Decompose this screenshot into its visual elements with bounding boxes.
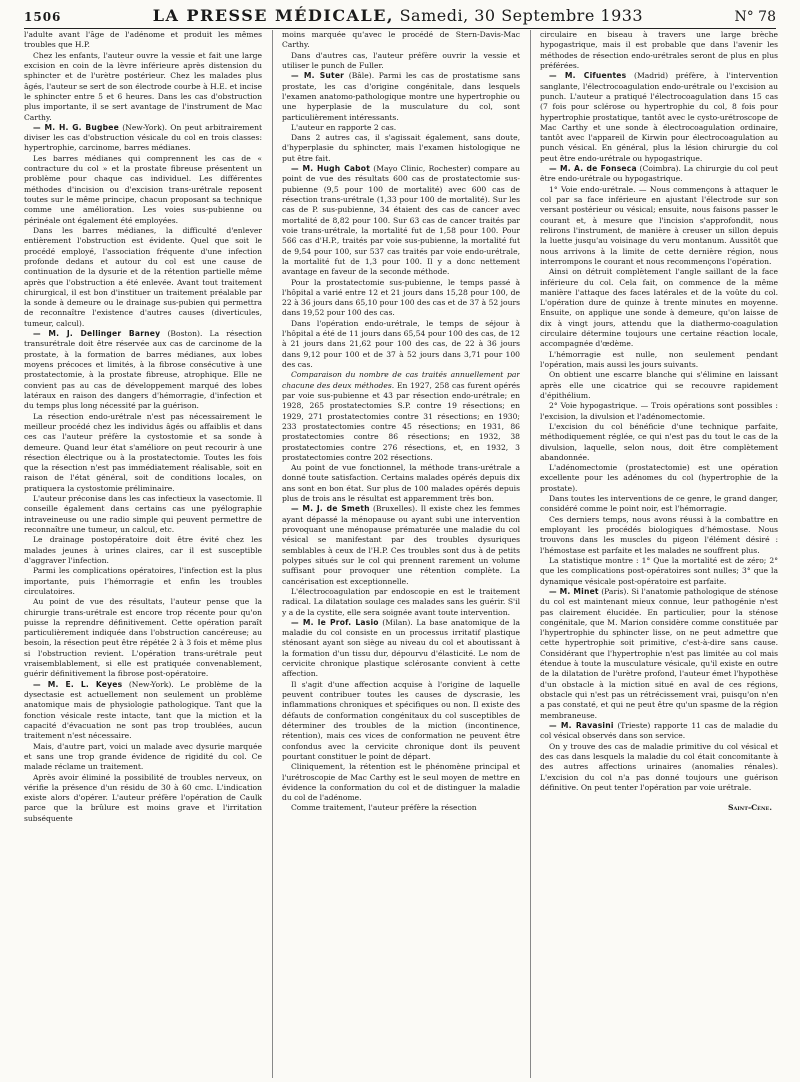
article-paragraph bbox=[24, 412, 262, 495]
article-paragraph bbox=[282, 370, 520, 463]
running-title bbox=[153, 6, 643, 25]
article-paragraph bbox=[282, 278, 520, 319]
paragraph-text: Pour la prostatectomie sus-pubienne, le temps passé à l'hôpital a varié entre 12 et 21 jours dans 15,28 pour 100, de 22 à 36 jours dans 65,10 pour 100 des cas et de 37 à 52 jours dans 19,52 pour 100 des cas. bbox=[282, 277, 520, 318]
text-columns bbox=[24, 30, 778, 1078]
article-paragraph bbox=[24, 329, 262, 412]
article-paragraph bbox=[282, 762, 520, 803]
article-paragraph bbox=[24, 154, 262, 226]
article-paragraph bbox=[24, 30, 262, 51]
paragraph-text: L'adénomectomie (prostatectomie) est une opération excellente pour les adénomes du col (hypertrophie de la prostate). bbox=[540, 463, 778, 493]
paragraph-text: Il s'agit d'une affection acquise à l'origine de laquelle peuvent contribuer toutes les causes de dyscrasie, les inflammations chroniques et spécifiques ou non. Il existe des défauts de conformation congénitaux du col susceptibles de déterminer des troubles de la miction (incontinence, rétention), mais ces vices de conformation ne peuvent être confondus avec la cervicite chronique dont ils peuvent pourtant constituer le point de départ. bbox=[282, 679, 520, 761]
paragraph-text: circulaire en biseau à travers une large brèche hypogastrique, mais il est probable que dans l'avenir les méthodes de résection endo-urétrales seront de plus en plus préférées. bbox=[540, 30, 778, 70]
paragraph-text: (Trieste) rapporte 11 cas de maladie du col vésical observés dans son service. bbox=[540, 720, 778, 741]
speaker-name: — M. Suter bbox=[291, 71, 345, 81]
paragraph-text: Le drainage postopératoire doit être évité chez les malades jeunes à urines claires, car il est susceptible d'aggraver l'infection. bbox=[24, 535, 262, 565]
article-paragraph bbox=[282, 71, 520, 123]
paragraph-text: Mais, d'autre part, voici un malade avec dysurie marquée et sans une trop grande évidence de rigidité du col. Ce malade réclame un traitement. bbox=[24, 741, 262, 772]
paragraph-text: L'auteur préconise dans les cas infectieux la vasectomie. Il conseille également dans certains cas une pyélographie intraveineuse ou une radio simple qui peuvent permettre de reconnaître une tumeur, un calcul, etc. bbox=[24, 494, 262, 534]
paragraph-text: Dans 2 autres cas, il s'agissait également, sans doute, d'hyperplasie du sphincter, mais l'examen histologique ne put être fait. bbox=[282, 133, 520, 163]
column-1 bbox=[24, 30, 262, 1078]
paragraph-text: L'électrocoagulation par endoscopie en est le traitement radical. La dilatation soulage ces malades sans les guérir. S'il y a de la cystite, elle sera soignée avant toute intervention. bbox=[282, 586, 520, 617]
article-paragraph bbox=[24, 742, 262, 773]
column-divider bbox=[530, 30, 531, 1078]
speaker-name: — M. J. de Smeth bbox=[291, 504, 370, 514]
paragraph-text: Dans d'autres cas, l'auteur préfère ouvrir la vessie et utiliser le punch de Fuller. bbox=[282, 50, 520, 70]
article-paragraph bbox=[282, 463, 520, 504]
article-paragraph bbox=[540, 185, 778, 268]
speaker-name: — M. H. G. Bugbee bbox=[33, 122, 119, 132]
article-paragraph bbox=[540, 515, 778, 556]
article-paragraph bbox=[24, 773, 262, 825]
article-paragraph bbox=[540, 587, 778, 721]
article-paragraph bbox=[282, 51, 520, 72]
journal-name: LA PRESSE MÉDICALE, bbox=[152, 6, 394, 25]
issue-number: N° 78 bbox=[734, 9, 776, 25]
article-paragraph bbox=[24, 51, 262, 123]
paragraph-text: Cliniquement, la rétention est le phénomène principal et l'urétroscopie de Mac Carthy est le seul moyen de mettre en évidence la conformation du col et de distinguer la maladie du col de l'adénome. bbox=[282, 762, 520, 803]
article-paragraph bbox=[540, 463, 778, 494]
paragraph-text: (Bruxelles). Il existe chez les femmes ayant dépassé la ménopause ou ayant subi une intervention provoquant une ménopause prématurée une maladie du col vésical se manifestant par des troubles dysuriques semblables à ceux de l'H.P. Ces troubles sont dus à de petits polypes situés sur le col qui prennent rarement un volume suffisant pour provoquer une rétention complète. La cancérisation est exceptionnelle. bbox=[282, 504, 520, 586]
speaker-name: — M. J. Dellinger Barney bbox=[33, 329, 161, 339]
paragraph-text: L'excision du col bénéficie d'une technique parfaite, méthodiquement réglée, ce qui n'est pas du tout le cas de la divulsion, laquelle, selon nous, doit être complètement abandonnée. bbox=[540, 421, 778, 462]
speaker-name: — M. le Prof. Lasio bbox=[291, 617, 379, 627]
article-paragraph bbox=[24, 494, 262, 535]
speaker-name: — M. Cifuentes bbox=[549, 71, 627, 81]
paragraph-text: Parmi les complications opératoires, l'infection est la plus importante, puis l'hémorragie et enfin les troubles circulatoires. bbox=[24, 566, 262, 596]
paragraph-text: (Mayo Clinic, Rochester) compare au point de vue des résultats 600 cas de prostatectomie sus-pubienne (9,5 pour 100 de mortalité) avec 600 cas de résection trans-urétrale (1,33 pour 100 de mortalité). Sur les cas de P. sus-pubienne, 34 étaient des cas de cancer avec mortalité de 8,82 pour 100. Sur 63 cas de cancer traités par voie trans-urétrale, la mortalité fut de 1,58 pour 100. Pour 566 cas d'H.P., traités par voie sus-pubienne, la mortalité fut de 9,54 pour 100, sur 537 cas traités par voie endo-urétrale, la mortalité fut de 1,3 pour 100. Il y a donc nettement avantage en faveur de la seconde méthode. bbox=[282, 164, 520, 277]
paragraph-text: On y trouve des cas de maladie primitive du col vésical et des cas dans lesquels la maladie du col était concomitante à des autres affections urinaires (anomalies rénales). L'excision du col n'a pas donné toujours une guérison définitive. On peut tenter l'opération par voie urétrale. bbox=[540, 741, 778, 792]
article-paragraph bbox=[282, 803, 520, 813]
article-paragraph bbox=[540, 164, 778, 185]
article-paragraph bbox=[540, 556, 778, 587]
paragraph-text: moins marquée qu'avec le procédé de Stern-Davis-Mac Carthy. bbox=[282, 30, 520, 50]
paragraph-text: L'auteur en rapporte 2 cas. bbox=[291, 122, 397, 132]
speaker-name: — M. A. de Fonseca bbox=[549, 164, 637, 174]
article-paragraph bbox=[282, 504, 520, 587]
article-paragraph bbox=[540, 721, 778, 742]
column-3 bbox=[540, 30, 778, 1078]
article-paragraph bbox=[282, 618, 520, 680]
paragraph-text: Chez les enfants, l'auteur ouvre la vessie et fait une large excision en coin de la lèvre inférieure après distension du sphincter et de l'urètre postérieur. Chez les malades plus âgés, l'auteur se sert de son électrode courbe à H.E. et incise le sphincter entre 5 et 6 heures. Dans les cas d'obstruction plus importante, il se sert avantage de l'instrument de Mac Carthy. bbox=[24, 50, 262, 122]
speaker-name: — M. Minet bbox=[549, 586, 599, 596]
paragraph-text: Ainsi on détruit complètement l'angle saillant de la face inférieure du col. Cela fait, on commence de la même manière l'attaque des faces latérales et de la voûte du col. L'opération dure de quinze à trente minutes en moyenne. Ensuite, on applique une sonde à demeure, qu'on laisse de dix à vingt jours, attendu que la diathermo-coagulation circulaire détermine toujours une certaine réaction locale, accompagnée d'œdème. bbox=[540, 267, 778, 349]
paragraph-text: La résection endo-urétrale n'est pas nécessairement le meilleur procédé chez les individus âgés ou affaiblis et dans ces cas l'auteur préfère la cystostomie et sa sonde à demeure. Quand leur état s'améliore on peut recourir à une résection électrique ou à la prostatectomie. Toutes les fois que la résection n'est pas immédiatement réalisable, soit en raison de l'état général, soit de conditions locales, on pratiquera la cystostomie préliminaire. bbox=[24, 411, 262, 493]
article-paragraph bbox=[24, 535, 262, 566]
article-paragraph bbox=[540, 422, 778, 463]
article-paragraph bbox=[540, 494, 778, 515]
article-paragraph bbox=[24, 680, 262, 742]
article-paragraph bbox=[282, 319, 520, 371]
paragraph-text: Au point de vue des résultats, l'auteur pense que la chirurgie trans-urétrale est encore trop récente pour qu'on puisse la reprendre définitivement. Cette opération paraît particulièrement indiquée dans l'obstruction cancéreuse; au besoin, la résection peut être répétée 2 à 3 fois et même plus si l'obstruction revient. L'opération trans-urétrale peut vraisemblablement, si elle est pratiquée convenablement, guérir définitivement la fibrose post-opératoire. bbox=[24, 597, 262, 679]
page-header bbox=[24, 6, 776, 29]
article-paragraph bbox=[282, 30, 520, 51]
article-paragraph bbox=[282, 164, 520, 277]
article-paragraph bbox=[540, 401, 778, 422]
paragraph-text: Dans l'opération endo-urétrale, le temps de séjour à l'hôpital a été de 11 jours dans 65,54 pour 100 des cas, de 12 à 21 jours dans 21,62 pour 100 des cas, de 22 à 36 jours dans 9,12 pour 100 et de 37 à 52 jours dans 3,71 pour 100 des cas. bbox=[282, 318, 520, 369]
article-paragraph bbox=[282, 680, 520, 763]
column-2 bbox=[282, 30, 520, 1078]
paragraph-text: (Bâle). Parmi les cas de prostatisme sans prostate, les cas d'origine congénitale, dans lesquels l'examen anatomo-pathologique montre une hypertrophie ou une hyperplasie de la musculature du col, sont particulièrement intéressants. bbox=[282, 71, 520, 122]
article-paragraph bbox=[282, 587, 520, 618]
paragraph-text: Au point de vue fonctionnel, la méthode trans-urétrale a donné toute satisfaction. Certains malades opérés depuis dix ans sont en bon état. Sur plus de 100 malades opérés depuis plus de trois ans le résultat est apparemment très bon. bbox=[282, 463, 520, 504]
speaker-name: — M. Hugh Cabot bbox=[291, 164, 371, 174]
paragraph-text: (Madrid) préfère, à l'intervention sanglante, l'électrocoagulation endo-urétrale ou l'excision au punch. L'auteur a pratiqué l'électrocoagulation dans 15 cas (7 fois pour sclérose ou hypertrophie du col, 8 fois pour hypertrophie prostatique, tantôt avec le cysto-urétroscope de Mac Carthy et une sonde à électrocoagulation ordinaire, tantôt avec l'appareil de Kirwin pour électrocoagulation au punch vésical. En général, plus la lésion chirurgie du col peut être endo-urétrale ou hypogastrique. bbox=[540, 71, 778, 163]
article-paragraph bbox=[24, 566, 262, 597]
paragraph-text: En 1927, 258 cas furent opérés par voie sus-pubienne et 43 par résection endo-urétrale; en 1928, 265 prostatectomies S.P. contre 19 résections; en 1929, 271 prostatectomies contre 31 résections; en 1930; 233 prostatectomies contre 45 résections; en 1931, 86 prostatectomies contre 86 résections; en 1932, 38 prostatectomies contre 276 résections, et, en 1932, 3 prostatectomies contre 202 résections. bbox=[282, 380, 520, 462]
paragraph-text: (Milan). La base anatomique de la maladie du col consiste en un processus irritatif plastique sténosant ayant son siège au niveau du col et aboutissant à la formation d'un tissu dur, dépourvu d'élasticité. Le nom de cervicite chronique plastique sclérosante convient à cette affection. bbox=[282, 617, 520, 679]
paragraph-text: l'adulte avant l'âge de l'adénome et produit les mêmes troubles que H.P. bbox=[24, 30, 262, 50]
article-paragraph bbox=[282, 123, 520, 133]
paragraph-text: (Paris). Si l'anatomie pathologique de sténose du col est maintenant mieux connue, leur pathogénie n'est pas clairement élucidée. En particulier, pour la sténose congénitale, que M. Marion considère comme constituée par l'hypertrophie du sphincter lisse, on ne peut admettre que cette hypertrophie soit primitive, c'est-à-dire sans cause. Considérant que l'hypertrophie n'est pas limitée au col mais étendue à toute la musculature vésicale, qu'il existe en outre de la dilatation de l'urètre profond, l'auteur émet l'hypothèse d'un obstacle à la miction situé en aval de ces régions, obstacle qui n'est pas un rétrécissement vrai, puisqu'on n'en a pas constaté, et qui ne peut être qu'un spasme de la région membraneuse. bbox=[540, 586, 778, 720]
column-divider bbox=[272, 30, 273, 1078]
article-paragraph bbox=[540, 350, 778, 371]
speaker-name: — M. Ravasini bbox=[549, 720, 614, 730]
article-paragraph bbox=[540, 267, 778, 350]
paragraph-text: 2° Voie hypogastrique. — Trois opérations sont possibles : l'excision, la divulsion et l'adénomectomie. bbox=[540, 401, 778, 421]
article-paragraph bbox=[24, 226, 262, 329]
paragraph-text: Après avoir éliminé la possibilité de troubles nerveux, on vérifie la présence d'un résidu de 30 à 60 cmc. L'indication existe alors d'opérer. L'auteur préfère l'opération de Caulk parce que la brûlure est moins grave et l'irritation subséquente bbox=[24, 772, 262, 823]
paragraph-text: Les barres médianes qui comprennent les cas de « contracture du col » et la prostate fibreuse présentent un problème pour chaque cas individuel. Les différentes méthodes d'incision ou d'excision trans-urétrale reposent toutes sur le même principe, chacun proposant sa technique comme une amélioration. Les voies sus-pubienne ou périnéale ont également été employées. bbox=[24, 153, 262, 225]
paragraph-text: (New-York). On peut arbitrairement diviser les cas d'obstruction vésicale du col en trois classes: hypertrophie, carcinome, barres médianes. bbox=[24, 122, 262, 153]
paragraph-text: La statistique montre : 1° Que la mortalité est de zéro; 2° que les complications post-opératoires sont nulles; 3° que la dynamique vésicale post-opératoire est parfaite. bbox=[540, 555, 778, 586]
article-paragraph bbox=[540, 742, 778, 794]
paragraph-text: 1° Voie endo-urétrale. — Nous commençons à attaquer le col par sa face inférieure en ajustant l'électrode sur son versant postérieur ou vésical; ensuite, nous faisons passer le courant et, à mesure que l'incision s'approfondit, nous relirons l'instrument, de manière à creuser un sillon depuis la luette jusqu'au voisinage du veru montanum. Aussitôt que nous arrivons à la limite de cette dernière région, nous interrompons le courant et nous recommençons l'opération. bbox=[540, 184, 778, 266]
article-paragraph bbox=[540, 370, 778, 401]
paragraph-text: (New-York). Le problème de la dysectasie est actuellement non seulement un problème anatomique mais de physiologie pathologique. Tant que la fonction vésicale reste intacte, tant que la miction et la capacité d'évacuation ne sont pas trop troublées, aucun traitement n'est nécessaire. bbox=[24, 679, 262, 741]
italic-lead: Comparaison du nombre de cas traités annuellement par chacune des deux méthodes. bbox=[282, 370, 520, 390]
page-number: 1506 bbox=[24, 10, 62, 24]
article-paragraph bbox=[24, 123, 262, 154]
paragraph-text: (Coimbra). La chirurgie du col peut être endo-urétrale ou hypogastrique. bbox=[540, 164, 778, 184]
paragraph-text: On obtient une escarre blanche qui s'élimine en laissant après elle une cicatrice qui se recouvre rapidement d'épithélium. bbox=[540, 370, 778, 400]
paragraph-text: Dans toutes les interventions de ce genre, le grand danger, considéré comme le point noir, est l'hémorragie. bbox=[540, 494, 778, 514]
article-paragraph bbox=[540, 71, 778, 164]
author-signature: Saint-Cène. bbox=[727, 803, 772, 813]
paragraph-text: L'hémorragie est nulle, non seulement pendant l'opération, mais aussi les jours suivants. bbox=[540, 349, 778, 369]
article-paragraph bbox=[24, 597, 262, 680]
paragraph-text: Ces derniers temps, nous avons réussi à la combattre en employant les procédés biologiques d'hémostase. Nous trouvons dans les muscles du pigeon l'élément désiré : l'hémostase est parfaite et les malades ne souffrent plus. bbox=[540, 514, 778, 555]
issue-date: Samedi, 30 Septembre 1933 bbox=[399, 6, 644, 25]
paragraph-text: (Boston). La résection transurétrale doit être réservée aux cas de carcinome de la prostate, à la formation de barres médianes, aux lobes moyens précoces et limités, à la fibrose consécutive à une prostatectomie, à la prostate fibreuse, atrophique. Elle ne convient pas au cas de développement marqué des lobes latéraux en raison des dangers d'hémorragie, d'infection et du temps plus long nécessité par la guérison. bbox=[24, 329, 262, 411]
article-paragraph bbox=[282, 133, 520, 164]
article-paragraph bbox=[540, 30, 778, 71]
paragraph-text: Comme traitement, l'auteur préfère la résection bbox=[291, 803, 477, 813]
speaker-name: — M. E. L. Keyes bbox=[33, 679, 123, 689]
paragraph-text: Dans les barres médianes, la difficulté d'enlever entièrement l'obstruction est évidente. Quel que soit le procédé employé, l'association fréquente d'une infection profonde dedans et autour du col est une cause de continuation de la dysurie et de la rétention partielle même après que l'obstruction a été enlevée. Avant tout traitement chirurgical, il est bon d'instituer un traitement préalable par la sonde à demeure ou le drainage sus-pubien qui permettra de reconnaître l'existence d'autres causes (diverticules, tumeur, calcul). bbox=[24, 225, 262, 328]
